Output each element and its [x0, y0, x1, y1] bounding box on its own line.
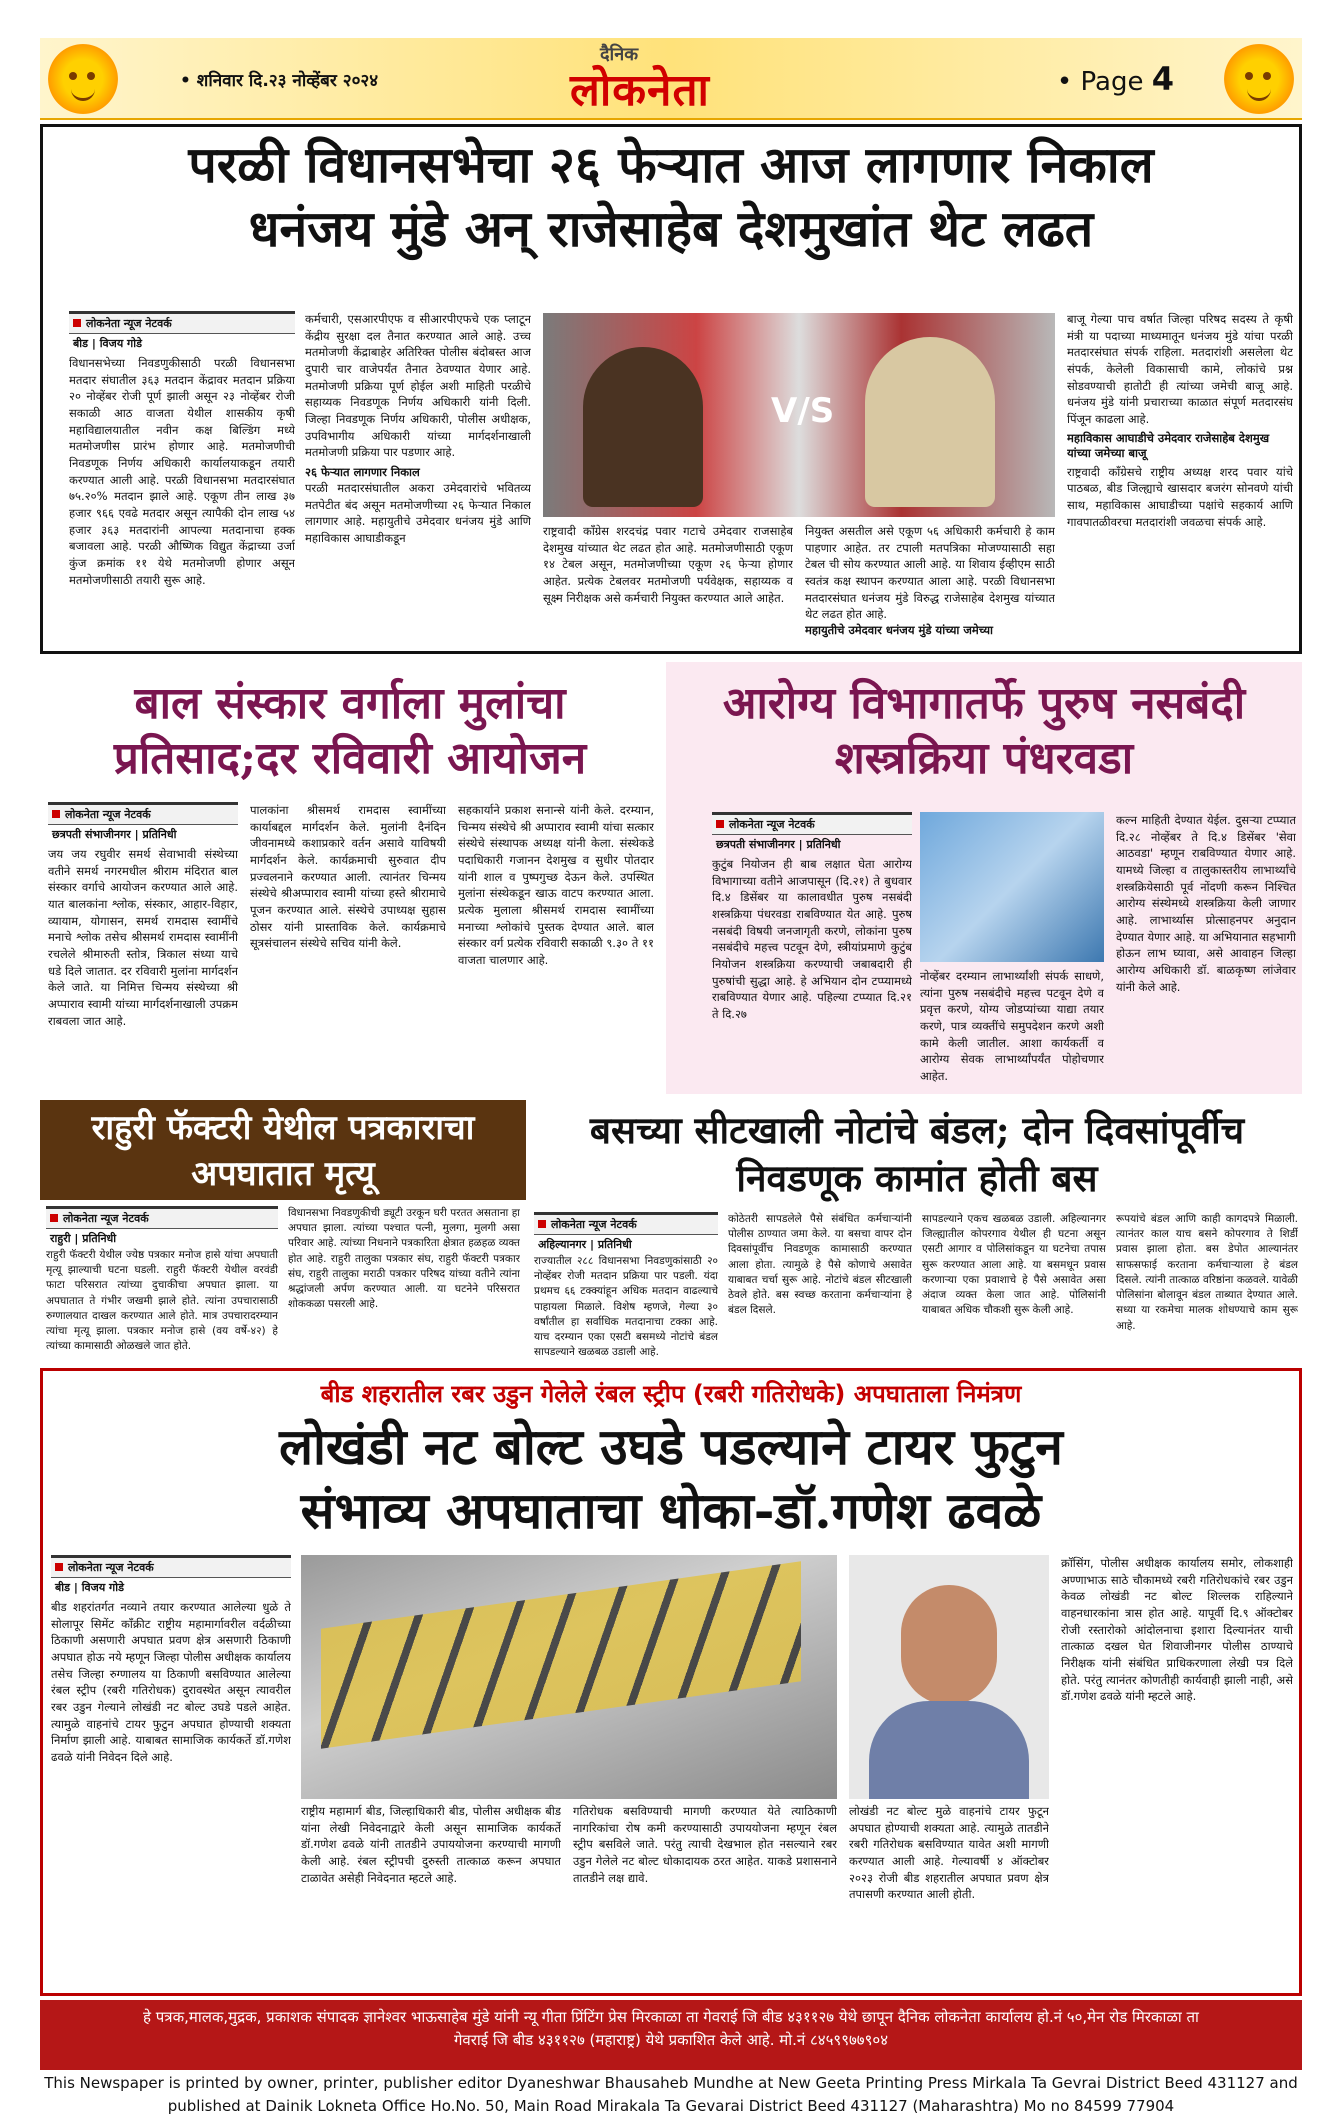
lead-column-2: कर्मचारी, एसआरपीएफ व सीआरपीएफचे एक प्लाटून केंद्रीय सुरक्षा दल तैनात करण्यात आले आहे. उच्च मतमोजणी केंद्राबाहेर अतिरिक्त पोलीस बंदोबस्त आज दुपारी चार वाजेपर्यंत तैनात ठेवण्यात येणार आहे. मतमोजणी प्रक्रिया पूर्ण होईल अशी माहिती परळीचे सहाय्यक निवडणूक निर्णय अधिकारी यांनी दिली. जिल्हा निवडणूक निर्णय अधिकारी, पोलीस अधीक्षक, उपविभागीय अधिकारी यांच्या मार्गदर्शनाखाली मतमोजणी प्रक्रिया पार पडणार आहे. २६ फेऱ्यात लागणार निकाल परळी मतदारसंघातील अकरा उमेदवारांचे भवितव्य मतपेटीत बंद असून मतमोजणीच्या २६ फेऱ्यात निकाल लागणार आहे. महायुतीचे उमेदवार धनंजय मुंडे आणि महाविकास आघाडीकडून	[305, 312, 531, 546]
lead-headline-1: परळी विधानसभेचा २६ फेऱ्यात आज लागणार निकाल	[188, 135, 1154, 194]
rumble-caption-2: गतिरोधक बसविण्याची मागणी करण्यात येते त्याठिकाणी नागरिकांचा रोष कमी करण्यासाठी उपाययोजना म्हणून रंबल स्ट्रीप बसविले जाते. परंतु त्याची देखभाल होत नसल्याने रबर उडुन गेलेले नट बोल्ट धोकादायक ठरत आहेत. याकडे प्रशासनाने तातडीने लक्ष द्यावे.	[573, 1804, 837, 1885]
journalist-headline: राहुरी फॅक्टरी येथील पत्रकाराचा अपघातात मृत्यू	[91, 1108, 475, 1194]
bal-sanskar-story	[40, 662, 660, 1094]
bus-cash-column-2: कोठेतरी सापडलेले पैसे संबंधित कर्मचाऱ्यांनी पोलीस ठाण्यात जमा केले. या बसचा वापर दोन दिवसांपूर्वीच निवडणूक कामासाठी करण्यात आला होता. त्यामुळे हे पैसे कोणाचे असावेत याबाबत चर्चा सुरू आहे. नोटांचे बंडल सीटखाली ठेवले होते. बस स्वच्छ करताना कर्मचाऱ्यांना हे बंडल दिसले.	[728, 1213, 912, 1317]
bal-sanskar-column-2: पालकांना श्रीसमर्थ रामदास स्वामींच्या कार्याबद्दल मार्गदर्शन केले. मुलांनी दैनंदिन जीवनामध्ये कशाप्रकारे वर्तन असावे याविषयी मार्गदर्शन केले. कार्यक्रमाची सुरुवात दीप प्रज्वलनाने करण्यात आली. त्यानंतर चिन्मय संस्थेचे श्रीअप्पाराव स्वामी यांच्या हस्ते श्रीरामाचे पूजन करण्यात आले. संस्थेचे उपाध्यक्ष सुहास ठोसर यांनी प्रास्ताविक केले. कार्यक्रमाचे सूत्रसंचालन संस्थेचे सचिव यांनी केले.	[250, 803, 446, 951]
bullet-icon	[73, 319, 81, 327]
health-column-3: कल्न माहिती देण्यात येईल. दुसऱ्या टप्प्यात दि.२८ नोव्हेंबर ते दि.४ डिसेंबर 'सेवा आठवडा' म्हणून राबविण्यात येणार आहे. यामध्ये जिल्हा व तालुकास्तरीय लाभार्थ्यांचे शस्त्रक्रियेसाठी पूर्व नोंदणी करून निश्चित आरोग्य संस्थेमध्ये शस्त्रक्रिया केली जाणार आहे. लाभार्थ्यास प्रोत्साहनपर अनुदान देण्यात येणार आहे. या अभियानात सहभागी होऊन लाभ घ्यावा, असे आवाहन जिल्हा आरोग्य अधिकारी डॉ. बाळकृष्ण लांजेवार यांनी केले आहे.	[1116, 813, 1296, 994]
bus-cash-column-4: रूपयांचे बंडल आणि काही कागदपत्रे मिळाली. त्यानंतर काल याच बसने कोपरगाव ते शिर्डी प्रवास झाला होता. बस डेपोत आल्यानंतर साफसफाई करताना कर्मचाऱ्याला हे बंडल दिसले. त्यांनी तात्काळ वरिष्ठांना कळवले. यावेळी पोलिसांना बोलावून बंडल ताब्यात देण्यात आले. सध्या या रकमेचा मालक शोधण्याचे काम सुरू आहे.	[1116, 1213, 1298, 1332]
health-caption: नोव्हेंबर दरम्यान लाभार्थ्यांशी संपर्क साधणे, त्यांना पुरुष नसबंदीचे महत्त्व पटवून देणे व प्रवृत्त करणे, योग्य जोडप्यांच्या याद्या तयार करणे, पात्र व्यक्तींचे समुपदेशन करणे अशी कामे केली जातील. आशा कार्यकर्ती व आरोग्य सेवक लाभार्थ्यांपर्यंत पोहोचणार आहेत.	[920, 969, 1104, 1084]
candidate-right-figure	[865, 337, 995, 507]
lead-caption-b: नियुक्त असतील असे एकूण ५६ अधिकारी कर्मचारी हे काम पाहणार आहेत. तर टपाली मतपत्रिका मोजण्यासाठी सहा टेबल ची सोय करण्यात आली आहे. या शिवाय ईव्हीएम साठी स्वतंत्र कक्ष स्थापन करण्यात आला आहे. परळी विधानसभा मतदारसंघात धनंजय मुंडे विरुद्ध राजेसाहेब देशमुख यांच्यात थेट लढत होत आहे. महायुतीचे उमेदवार धनंजय मुंडे यांच्या जमेच्या	[805, 524, 1055, 638]
rumble-headline-1: लोखंडी नट बोल्ट उघडे पडल्याने टायर फुटुन	[279, 1417, 1063, 1476]
brand-prefix: दैनिक	[600, 44, 639, 65]
health-column-1: कुटुंब नियोजन ही बाब लक्षात घेता आरोग्य विभागाच्या वतीने आजपासून (दि.२१) ते बुधवार दि.४ डिसेंबर या कालावधीत पुरुष नसबंदी शस्त्रक्रिया पंधरवडा राबविण्यात येत आहे. पुरुष नसबंदी विषयी जनजागृती करणे, लोकांना पुरुष नसबंदीचे महत्त्व पटवून देणे, स्त्रीयांप्रमाणे कुटुंब नियोजन शस्त्रक्रिया करण्याची जबाबदारी ही पुरुषांची सुद्धा आहे. हे अभियान दोन टप्प्यामध्ये राबविण्यात येणार आहे. पहिल्या टप्प्यात दि.२१ ते दि.२७	[712, 857, 912, 1022]
rumble-strip-figure	[321, 1561, 801, 1748]
issue-date: • शनिवार दि.२३ नोव्हेंबर २०२४	[180, 71, 379, 91]
portrait-photo	[849, 1555, 1049, 1799]
lead-column-1: विधानसभेच्या निवडणुकीसाठी परळी विधानसभा मतदार संघातील ३६३ मतदान केंद्रावर मतदान प्रक्रिया २० नोव्हेंबर रोजी पूर्ण झाली असून २३ नोव्हेंबर रोजी सकाळी आठ वाजता येथील शासकीय कृषी महाविद्यालयातील नवीन कक्ष बिल्डिंग मध्ये मतमोजणीस प्रारंभ होणार आहे. मतमोजणीची निवडणूक निर्णय अधिकारी कार्यालयाकडून तयारी करण्यात आली आहे. परळी विधानसभा मतदारसंघात ७५.२०% मतदान झाले आहे. एकूण तीन लाख ३७ हजार ९६६ एवढे मतदार असून त्यापैकी दोन लाख ५४ हजार ३६३ मतदारांनी आपल्या मतदानाचा हक्क बजावला आहे. परळी औष्णिक विद्युत केंद्राच्या उर्जा कुंज क्रमांक ११ येथे मतमोजणी होणार असून मतमोजणीसाठी तयारी सुरू आहे.	[69, 356, 295, 587]
sun-icon	[48, 44, 118, 114]
rumble-column-1: बीड शहरांतर्गत नव्याने तयार करण्यात आलेल्या धुळे ते सोलापूर सिमेंट काँक्रीट राष्ट्रीय महामार्गावरील वर्दळीच्या ठिकाणी असणारी अपघात प्रवण क्षेत्र असणारी ठिकाणी अपघात होऊ नये म्हणून जिल्हा पोलीस अधीक्षक कार्यालय तसेच जिल्हा रुग्णालय या ठिकाणी बसविण्यात आलेल्या रंबल स्ट्रीप (रबरी गतिरोधक) दुरावस्थेत असून त्यावरील रबर उडुन गेल्याने लोखंडी नट बोल्ट उघडे पडले आहेत. त्यामुळे वाहनांचे टायर फुटुन अपघात होण्याची शक्यता निर्माण झाली आहे. याबाबत सामाजिक कार्यकर्ते डॉ.गणेश ढवळे यांनी निवेदन दिले आहे.	[51, 1600, 291, 1765]
candidate-left-figure	[583, 347, 703, 507]
journalist-column-2: विधानसभा निवडणुकीची ड्यूटी उरकून घरी परतत असताना हा अपघात झाला. त्यांच्या पश्चात पत्नी, मुलगा, मुलगी असा परिवार आहे. त्यांच्या निधनाने पत्रकारिता क्षेत्रात हळहळ व्यक्त होत आहे. राहुरी तालुका पत्रकार संघ, राहुरी फॅक्टरी पत्रकार संघ, राहुरी तालुका मराठी पत्रकार परिषद यांच्या वतीने त्यांना श्रद्धांजली अर्पण करण्यात आली. या घटनेने परिसरात शोककळा पसरली आहे.	[288, 1207, 520, 1311]
rumble-caption-3: लोखंडी नट बोल्ट मुळे वाहनांचे टायर फुटून अपघात होण्याची शक्यता आहे. त्यामुळे तातडीने रबरी गतिरोधक बसविण्यात यावेत अशी मागणी करण्यात आली आहे. गेल्यावर्षी ४ ऑक्टोबर २०२३ रोजी बीड शहरातील अपघात प्रवण क्षेत्र तपासणी करण्यात आली होती.	[849, 1804, 1049, 1902]
bullet-icon	[55, 1563, 63, 1571]
headline-band	[40, 1100, 526, 1200]
portrait-shirt	[869, 1701, 1029, 1799]
byline: लोकनेता न्यूज नेटवर्क राहुरी | प्रतिनिधी	[46, 1206, 278, 1248]
health-headline: आरोग्य विभागातर्फे पुरुष नसबंदी शस्त्रक्रिया पंधरवडा	[722, 678, 1246, 784]
bal-sanskar-column-1: जय जय रघुवीर समर्थ सेवाभावी संस्थेच्या वतीने समर्थ नगरमधील श्रीराम मंदिरात बाल संस्कार वर्गाचे आयोजन करण्यात आले आहे. यात बालकांना श्लोक, संस्कार, आहार-विहार, व्यायाम, योगासन, समर्थ रामदास स्वामींचे मनाचे श्लोक तसेच श्रीसमर्थ रामदास स्वामींनी रचलेले श्रीमारुती स्तोत्र, त्रिकाल संध्या याचे धडे दिले जातात. दर रविवारी मुलांना मार्गदर्शन केले जाते. या निमित्त चिन्मय संस्थेच्या श्री अप्पाराव स्वामी यांच्या मार्गदर्शनाखाली उपक्रम राबवला जात आहे.	[48, 847, 238, 1028]
portrait-face	[901, 1585, 997, 1705]
lead-headline-2: धनंजय मुंडे अन् राजेसाहेब देशमुखांत थेट लढत	[248, 199, 1094, 258]
rumble-kicker: बीड शहरातील रबर उडुन गेलेले रंबल स्ट्रीप (रबरी गतिरोधके) अपघाताला निमंत्रण	[320, 1380, 1022, 1408]
bus-cash-column-3: सापडल्याने एकच खळबळ उडाली. अहिल्यानगर जिल्ह्यातील कोपरगाव येथील ही घटना असून एसटी आगार व पोलिसांकडून या घटनेचा तपास सुरू करण्यात आला आहे. या बसमधून प्रवास करणाऱ्या एका प्रवाशाचे हे पैसे असावेत असा अंदाज व्यक्त केला जात आहे. पोलिसांनी याबाबत अधिक चौकशी सुरू केली आहे.	[922, 1213, 1106, 1317]
bullet-icon	[716, 820, 724, 828]
byline: लोकनेता न्यूज नेटवर्क बीड | विजय गोडे	[69, 311, 295, 353]
sun-icon	[1224, 44, 1294, 114]
masthead	[40, 38, 1302, 120]
lead-caption-a: राष्ट्रवादी काँग्रेस शरदचंद्र पवार गटाचे उमेदवार राजसाहेब देशमुख यांच्यात थेट लढत होत आहे. मतमोजणीसाठी एकूण १४ टेबल असून, मतमोजणीच्या एकूण २६ फेऱ्या होणार आहेत. प्रत्येक टेबलवर मतमोजणी पर्यवेक्षक, सहाय्यक व सूक्ष्म निरीक्षक असे कर्मचारी नियुक्त करण्यात आले आहेत.	[543, 524, 793, 605]
rumble-strip-story	[40, 1368, 1302, 1996]
rumble-column-4: क्रॉसिंग, पोलीस अधीक्षक कार्यालय समोर, लोकशाही अण्णाभाऊ साठे चौकामध्ये रबरी गतिरोधकांचे रबर उडुन केवळ लोखंडी नट बोल्ट शिल्लक राहिल्याने वाहनधारकांना त्रास होत आहे. यापूर्वी दि.९ ऑक्टोबर रोजी रस्तारोको आंदोलनाचा इशारा दिल्यानंतर याची तात्काळ दखल घेत शिवाजीनगर पोलीस ठाण्याचे निरीक्षक यांनी संबंधित प्राधिकरणाला लेखी पत्र दिले होते. परंतु त्यानंतर कोणतीही कार्यवाही झाली नाही, असे डॉ.गणेश ढवळे यांनी म्हटले आहे.	[1061, 1556, 1293, 1704]
page-number: • Page 4	[1056, 60, 1174, 98]
imprint-english: This Newspaper is printed by owner, printer, publisher editor Dyaneshwar Bhausaheb Mundhe at New Geeta Printing Press Mirkala Ta Gevrai District Beed 431127 and published at Dainik Lokneta Office Ho.No. 50, Main Road Mirakala Ta Gevarai District Beed 431127 (Maharashtra) Mo no 84599 77904	[44, 2074, 1298, 2115]
imprint-marathi: हे पत्रक,मालक,मुद्रक, प्रकाशक संपादक ज्ञानेश्वर भाऊसाहेब मुंडे यांनी न्यू गीता प्रिंटिंग प्रेस मिरकाळा ता गेवराई जि बीड ४३११२७ येथे छापून दैनिक लोकनेता कार्यालय हो.नं ५०,मेन रोड मिरकाळा ता गेवराई जि बीड ४३११२७ (महाराष्ट्र) येथे प्रकाशित केले आहे. मो.नं ८४५९९७७९०४	[40, 2000, 1302, 2070]
journalist-column-1: राहुरी फॅक्टरी येथील ज्येष्ठ पत्रकार मनोज हासे यांचा अपघाती मृत्यू झाल्याची घटना घडली. राहुरी फॅक्टरी येथील वरवंडी फाटा परिसरात त्यांच्या दुचाकीचा अपघात झाला. या अपघातात ते गंभीर जखमी झाले होते. त्यांना उपचारासाठी रुग्णालयात दाखल करण्यात आले होते. मात्र उपचारादरम्यान त्यांचा मृत्यू झाला. पत्रकार मनोज हासे (वय वर्षे-४२) हे त्यांच्या कामासाठी ओळखले जात होते.	[46, 1249, 278, 1353]
lead-story	[40, 124, 1302, 654]
byline: लोकनेता न्यूज नेटवर्क अहिल्यानगर | प्रतिनिधी	[534, 1212, 718, 1254]
bullet-icon	[50, 1214, 58, 1222]
brand-logo: लोकनेता	[570, 65, 710, 116]
rumble-strip-photo	[301, 1555, 837, 1799]
bus-cash-story	[532, 1100, 1302, 1360]
bal-sanskar-headline: बाल संस्कार वर्गाला मुलांचा प्रतिसाद;दर रविवारी आयोजन	[113, 678, 587, 784]
byline: लोकनेता न्यूज नेटवर्क बीड | विजय गोडे	[51, 1555, 291, 1597]
bullet-icon	[538, 1220, 546, 1228]
bal-sanskar-column-3: सहकार्याने प्रकाश सनान्से यांनी केले. दरम्यान, चिन्मय संस्थेचे श्री अप्पाराव स्वामी यांचा सत्कार संस्थेचे संस्थापक अध्यक्ष यांनी केला. संस्थेकडे पदाधिकारी गजानन देशमुख व सुधीर पोतदार यांनी शाल व पुष्पगुच्छ देऊन केले. उपस्थित मुलांना संस्थेकडून खाऊ वाटप करण्यात आला. प्रत्येक मुलाला श्रीसमर्थ रामदास स्वामींच्या मनाच्या श्लोकांचे पुस्तक देण्यात आले. बाल संस्कार वर्ग प्रत्येक रविवारी सकाळी ९.३० ते ११ वाजता चालणार आहे.	[458, 803, 654, 968]
byline: लोकनेता न्यूज नेटवर्क छत्रपती संभाजीनगर | प्रतिनिधी	[712, 812, 912, 854]
lead-column-4: बाजू गेल्या पाच वर्षात जिल्हा परिषद सदस्य ते कृषी मंत्री या पदाच्या माध्यमातून धनंजय मुंडे यांचा परळी मतदारसंघात संपर्क राहिला. मतदारांशी असलेला थेट संपर्क, केलेली विकासाची कामे, लोकांचे प्रश्न सोडवण्याची हातोटी ही त्यांच्या जमेची बाजू आहे. धनंजय मुंडे यांनी प्रचाराच्या काळात संपूर्ण मतदारसंघ पिंजून काढला आहे. महाविकास आघाडीचे उमेदवार राजेसाहेब देशमुख यांच्या जमेच्या बाजू राष्ट्रवादी काँग्रेसचे राष्ट्रीय अध्यक्ष शरद पवार यांचे पाठबळ, बीड जिल्ह्याचे खासदार बजरंग सोनवणे यांची साथ, महाविकास आघाडीच्या पक्षांचे सहकार्य आणि गावपातळीवरचा मतदारांशी जवळचा संपर्क आहे.	[1067, 312, 1293, 529]
rumble-headline-2: संभाव्य अपघाताचा धोका-डॉ.गणेश ढवळे	[300, 1481, 1042, 1540]
bus-cash-headline: बसच्या सीटखाली नोटांचे बंडल; दोन दिवसांपूर्वीच निवडणूक कामांत होती बस	[589, 1108, 1245, 1201]
journalist-accident-story	[40, 1100, 526, 1360]
bullet-icon	[52, 810, 60, 818]
surgery-photo	[920, 812, 1104, 962]
byline: लोकनेता न्यूज नेटवर्क छत्रपती संभाजीनगर | प्रतिनिधी	[48, 802, 238, 844]
versus-label: V/S	[771, 391, 835, 431]
rumble-caption-1: राष्ट्रीय महामार्ग बीड, जिल्हाधिकारी बीड, पोलीस अधीक्षक बीड यांना लेखी निवेदनाद्वारे केली असून सामाजिक कार्यकर्ते डॉ.गणेश ढवळे यांनी तातडीने उपाययोजना करण्याची मागणी केली आहे. रंबल स्ट्रीपची दुरुस्ती तात्काळ करून अपघात टाळावेत असेही निवेदनात म्हटले आहे.	[301, 1804, 561, 1885]
candidates-photo	[543, 313, 1055, 517]
health-dept-story	[666, 662, 1302, 1094]
bus-cash-column-1: राज्यातील २८८ विधानसभा निवडणुकांसाठी २० नोव्हेंबर रोजी मतदान प्रक्रिया पार पडली. यंदा प्रथमच ६६ टक्क्यांहून अधिक मतदान वाढल्याचे पाहायला मिळाले. विशेष म्हणजे, गेल्या ३० वर्षांतील हा सर्वाधिक मतदानाचा टक्का आहे. याच दरम्यान एका एसटी बसमध्ये नोटांचे बंडल सापडल्याने खळबळ उडाली आहे.	[534, 1255, 718, 1358]
